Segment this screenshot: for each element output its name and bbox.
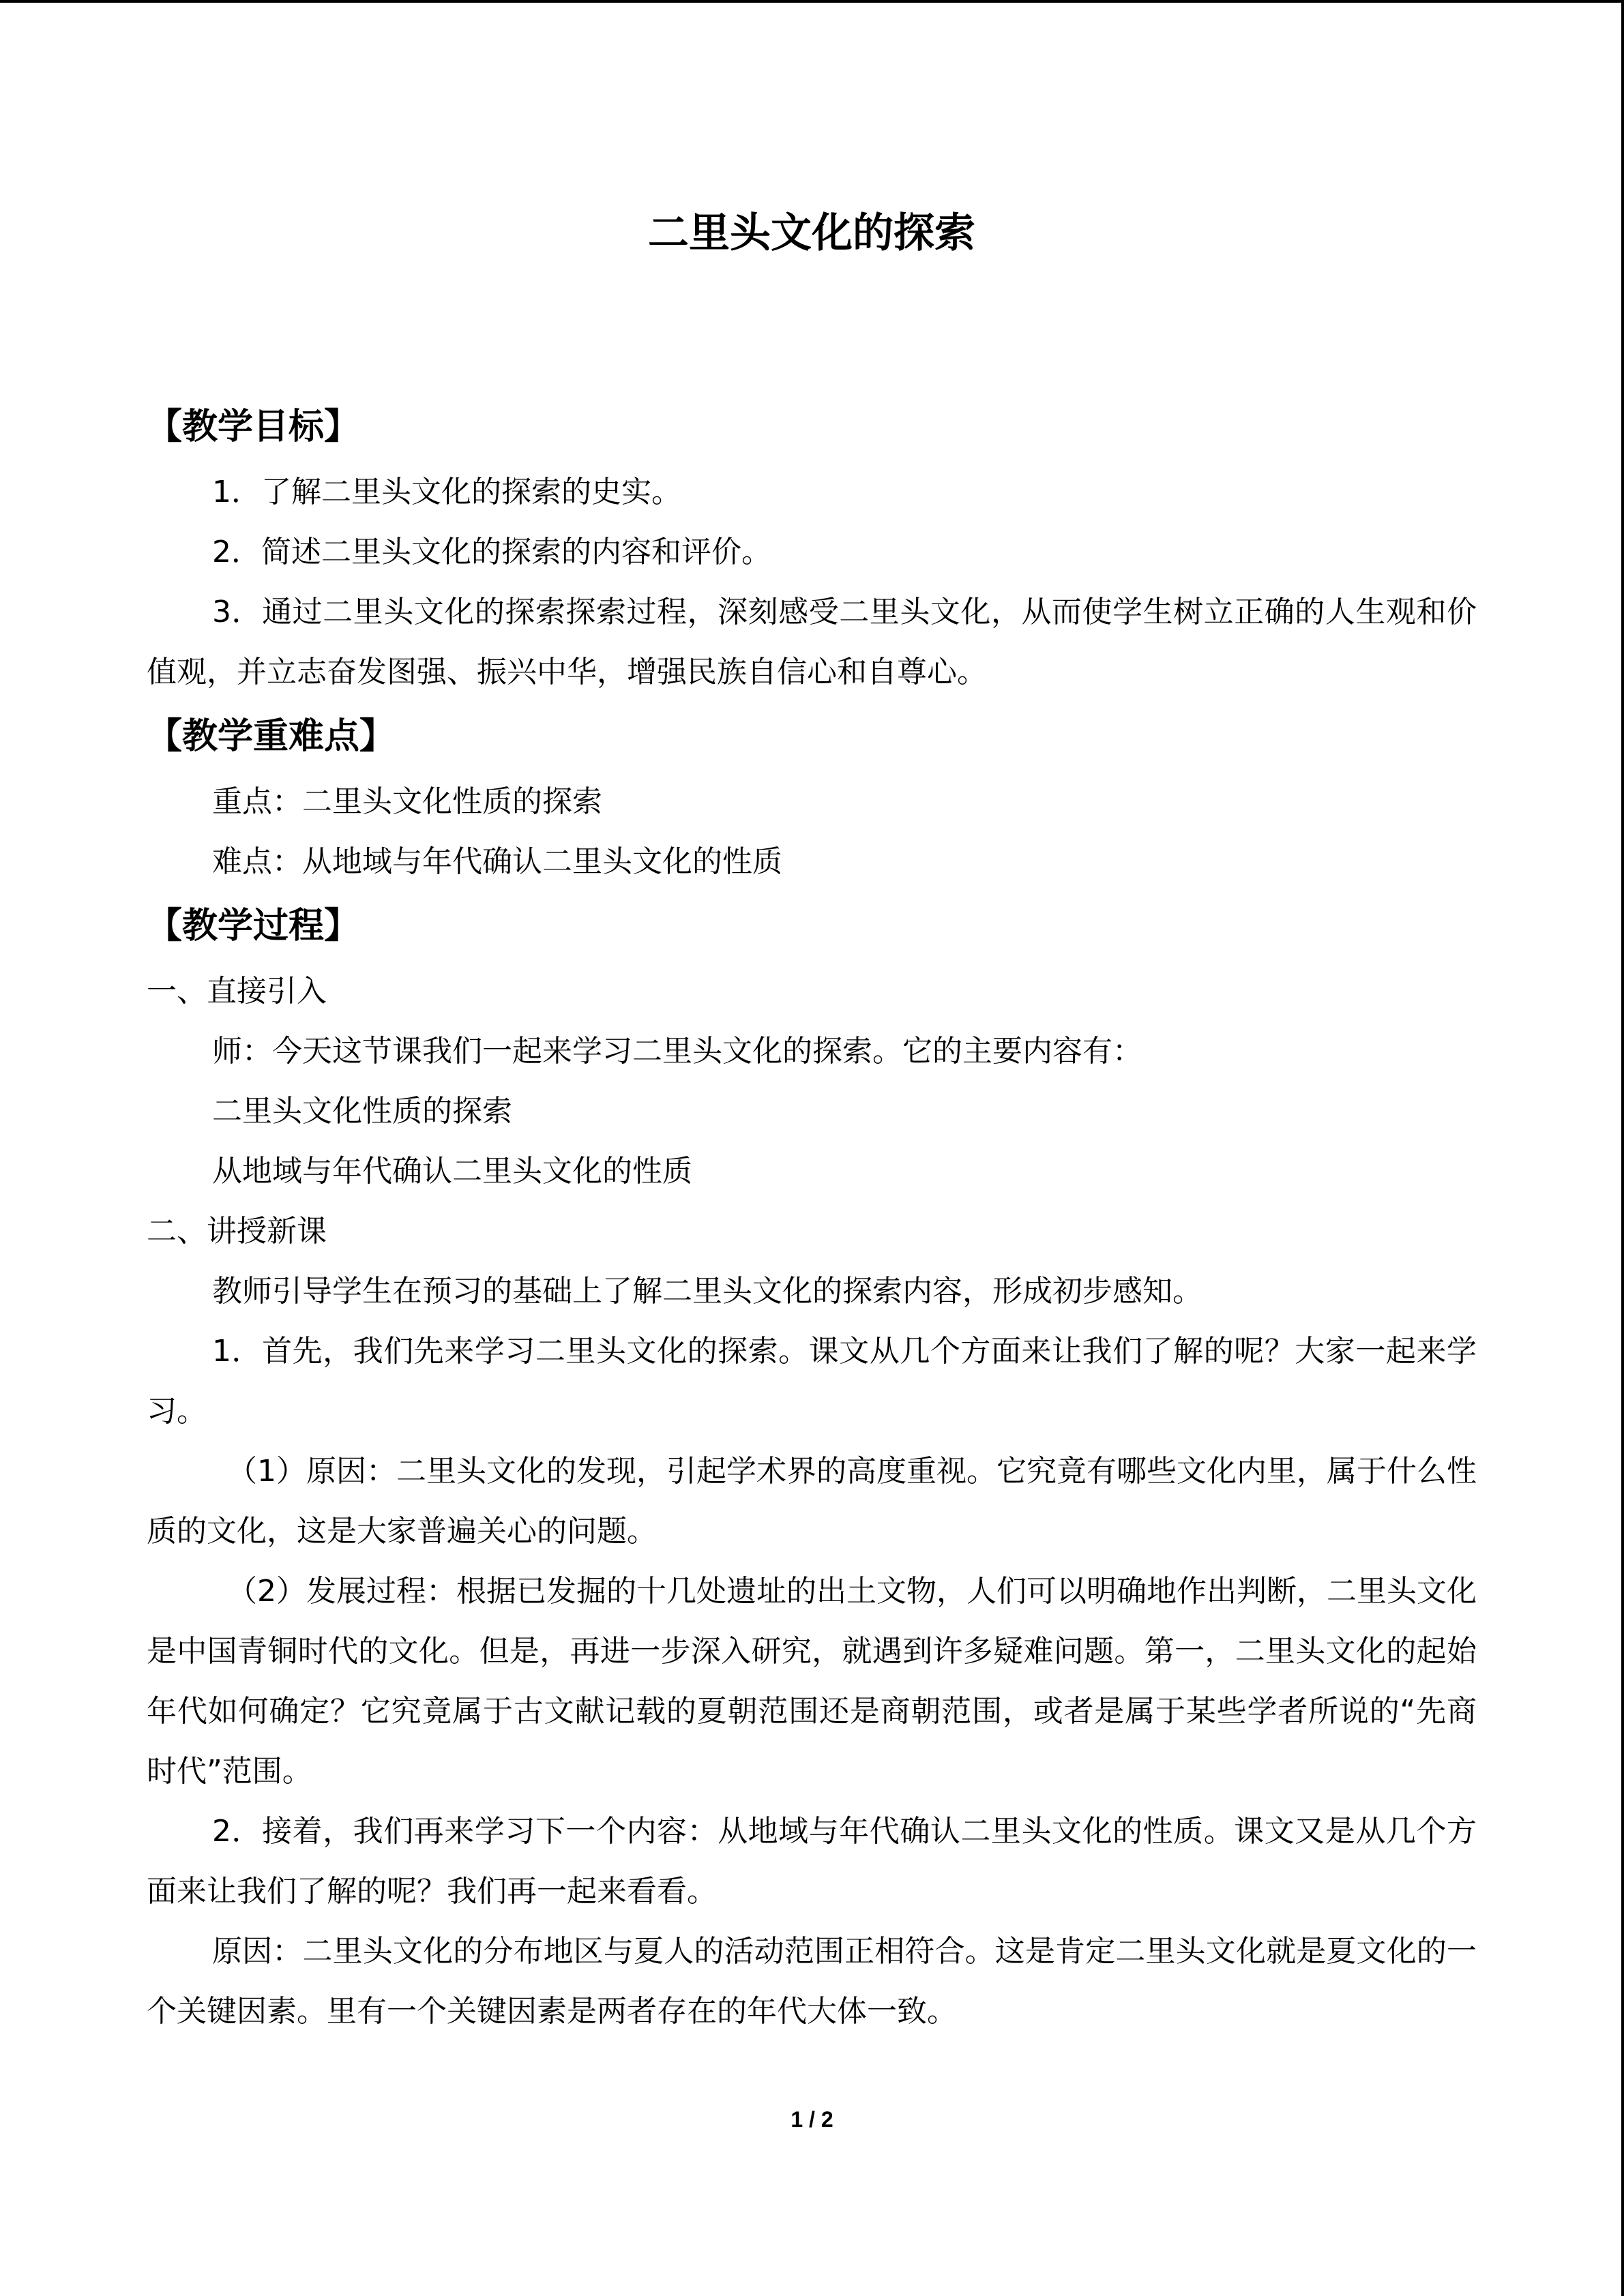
process-paragraph: （1）原因：二里头文化的发现，引起学术界的高度重视。它究竟有哪些文化内里，属于什么性质的文化，这是大家普遍关心的问题。	[147, 1454, 1477, 1549]
process-line: 二里头文化性质的探索	[212, 1094, 512, 1129]
objective-item: 1．了解二里头文化的探索的史实。	[212, 475, 681, 509]
objective-item: 2．简述二里头文化的探索的内容和评价。	[212, 535, 771, 569]
spacer	[147, 956, 1477, 961]
keypoint-item: 难点：从地域与年代确认二里头文化的性质	[212, 844, 782, 879]
process-paragraph: 2．接着，我们再来学习下一个内容：从地域与年代确认二里头文化的性质。课文又是从几个方面来让我们了解的呢？我们再一起来看看。	[147, 1814, 1477, 1909]
document-body	[147, 205, 1477, 2042]
process-line: 师：今天这节课我们一起来学习二里头文化的探索。它的主要内容有：	[212, 1034, 1142, 1069]
process-part-title: 二、讲授新课	[147, 1214, 327, 1249]
process-paragraph: 教师引导学生在预习的基础上了解二里头文化的探索内容，形成初步感知。	[212, 1274, 1202, 1309]
process-part-title: 一、直接引入	[147, 974, 327, 1009]
objective-item: 3．通过二里头文化的探索探索过程，深刻感受二里头文化，从而使学生树立正确的人生观和价值观，并立志奋发图强、振兴中华，增强民族自信心和自尊心。	[147, 595, 1477, 689]
page-right-border	[1621, 0, 1624, 2296]
process-line: 从地域与年代确认二里头文化的性质	[212, 1154, 692, 1189]
page-top-border	[0, 0, 1624, 3]
section-heading-process: 【教学过程】	[147, 906, 360, 946]
spacer	[147, 281, 1477, 397]
process-paragraph: 原因：二里头文化的分布地区与夏人的活动范围正相符合。这是肯定二里头文化就是夏文化的一个关键因素。里有一个关键因素是两者存在的年代大体一致。	[147, 1934, 1477, 2029]
process-paragraph: 1．首先，我们先来学习二里头文化的探索。课文从几个方面来让我们了解的呢？大家一起来学习。	[147, 1334, 1477, 1429]
process-paragraph: （2）发展过程：根据已发掘的十几处遗址的出土文物，人们可以明确地作出判断，二里头文化是中国青铜时代的文化。但是，再进一步深入研究，就遇到许多疑难问题。第一，二里头文化的起始年代如何确定？它究竟属于古文献记载的夏朝范围还是商朝范围，或者是属于某些学者所说的“先商时代”范围。	[147, 1574, 1477, 1789]
spacer	[147, 457, 1477, 462]
section-heading-keypoints: 【教学重难点】	[147, 716, 396, 757]
keypoint-item: 重点：二里头文化性质的探索	[212, 784, 602, 819]
section-heading-objectives: 【教学目标】	[147, 406, 360, 447]
document-title: 二里头文化的探索	[648, 209, 975, 257]
page-number: 1 / 2	[791, 2107, 833, 2132]
spacer	[147, 766, 1477, 772]
